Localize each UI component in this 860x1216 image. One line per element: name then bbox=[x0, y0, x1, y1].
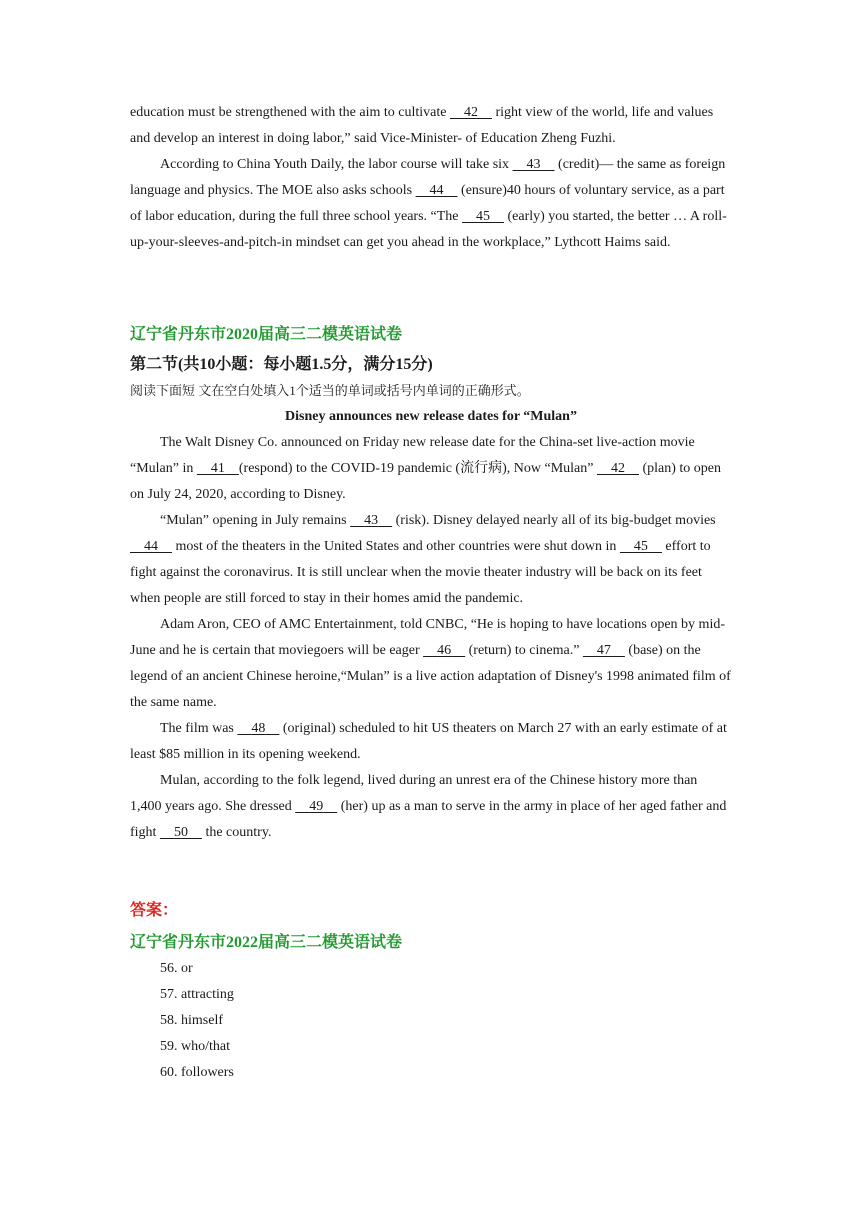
answers-exam-title: 辽宁省丹东市2022届高三二模英语试卷 bbox=[130, 934, 403, 951]
text: (risk). Disney delayed nearly all of its big-budget movies bbox=[392, 513, 716, 528]
blank-number: 44 bbox=[144, 539, 158, 554]
blank bbox=[160, 825, 202, 840]
blank bbox=[295, 799, 337, 814]
blank-number: 45 bbox=[633, 539, 648, 554]
paragraph bbox=[130, 100, 732, 152]
blank bbox=[350, 513, 392, 528]
text: (respond) to the COVID-19 pandemic (流行病), Now “Mulan” bbox=[238, 461, 597, 476]
text: (her) up as a man to serve in the army in place of her aged father and fight bbox=[130, 799, 727, 840]
answers-section bbox=[130, 898, 732, 1086]
answer-item: 58. himself bbox=[160, 1013, 223, 1028]
blank-number: 42 bbox=[463, 105, 478, 120]
blank bbox=[197, 461, 239, 476]
text: Mulan, according to the folk legend, lived during an unrest era of the Chinese history more than 1,400 years ago. She dressed bbox=[130, 773, 698, 814]
blank-number: 49 bbox=[309, 799, 324, 814]
text: (return) to cinema.” bbox=[465, 643, 583, 658]
blank-number: 42 bbox=[610, 461, 625, 476]
blank-number: 47 bbox=[596, 643, 611, 658]
section-heading: 第二节(共10小题：每小题1.5分，满分15分) bbox=[130, 356, 433, 373]
text: (original) scheduled to hit US theaters on March 27 with an early estimate of at least $85 million in its opening weekend. bbox=[130, 721, 727, 762]
text: most of the theaters in the United States and other countries were shut down in bbox=[172, 539, 620, 554]
answers-label: 答案： bbox=[130, 902, 179, 919]
instructions: 阅读下面短 文在空白处填入1个适当的单词或括号内单词的正确形式。 bbox=[130, 383, 530, 398]
text: According to China Youth Daily, the labor course will take six bbox=[160, 157, 513, 172]
text: (credit)— the same as foreign language and physics. The MOE also asks schools bbox=[130, 157, 726, 198]
previous-passage bbox=[130, 100, 732, 256]
paragraph bbox=[130, 768, 732, 846]
paragraph bbox=[130, 508, 732, 612]
blank-number: 50 bbox=[173, 825, 188, 840]
blank bbox=[597, 461, 639, 476]
text: right view of the world, life and values and develop an interest in doing labor,” said Vice-Minister- of Education Zheng Fuzhi. bbox=[130, 105, 714, 146]
text: effort to fight against the coronavirus. It is still unclear when the movie theater industry will be back on its feet when people are still forced to stay in their homes amid the pandemic. bbox=[130, 539, 711, 606]
paragraph bbox=[130, 152, 732, 256]
paragraph bbox=[130, 612, 732, 716]
blank-number: 44 bbox=[429, 183, 444, 198]
blank bbox=[450, 105, 492, 120]
text: The film was bbox=[160, 721, 238, 736]
blank bbox=[237, 721, 279, 736]
exam-title: 辽宁省丹东市2020届高三二模英语试卷 bbox=[130, 326, 403, 343]
text: (early) you started, the better … A roll-up-your-sleeves-and-pitch-in mindset can get you ahead in the workplace,” Lythcott Haims said. bbox=[130, 209, 727, 250]
blank-number: 46 bbox=[437, 643, 452, 658]
blank-number: 43 bbox=[364, 513, 379, 528]
text: (plan) to open on July 24, 2020, according to Disney. bbox=[130, 461, 721, 502]
text: education must be strengthened with the aim to cultivate bbox=[130, 105, 450, 120]
text: (base) on the legend of an ancient Chinese heroine,“Mulan” is a live action adaptation of Disney's 1998 animated film of the same name. bbox=[130, 643, 731, 710]
text: “Mulan” opening in July remains bbox=[160, 513, 351, 528]
exam-section bbox=[130, 322, 732, 846]
blank-number: 41 bbox=[210, 461, 225, 476]
text: Adam Aron, CEO of AMC Entertainment, told CNBC, “He is hoping to have locations open by mid-June and he is certain that moviegoers will be eager bbox=[130, 617, 725, 658]
blank bbox=[583, 643, 625, 658]
blank bbox=[620, 539, 662, 554]
blank bbox=[462, 209, 504, 224]
text: the country. bbox=[201, 825, 272, 840]
blank-number: 45 bbox=[476, 209, 490, 224]
blank bbox=[130, 539, 172, 554]
blank bbox=[423, 643, 465, 658]
answer-item: 56. or bbox=[160, 961, 193, 976]
blank bbox=[513, 157, 555, 172]
answer-item: 57. attracting bbox=[160, 987, 234, 1002]
text: The Walt Disney Co. announced on Friday new release date for the China-set live-action movie “Mulan” in bbox=[130, 435, 695, 476]
blank-number: 43 bbox=[526, 157, 541, 172]
article-title: Disney announces new release dates for “Mulan” bbox=[285, 409, 577, 424]
answer-item: 60. followers bbox=[160, 1065, 234, 1080]
blank-number: 48 bbox=[251, 721, 266, 736]
text: (ensure)40 hours of voluntary service, as a part of labor education, during the full three school years. “The bbox=[130, 183, 725, 224]
blank bbox=[416, 183, 458, 198]
answer-item: 59. who/that bbox=[160, 1039, 230, 1054]
paragraph bbox=[130, 716, 732, 768]
paragraph bbox=[130, 430, 732, 508]
